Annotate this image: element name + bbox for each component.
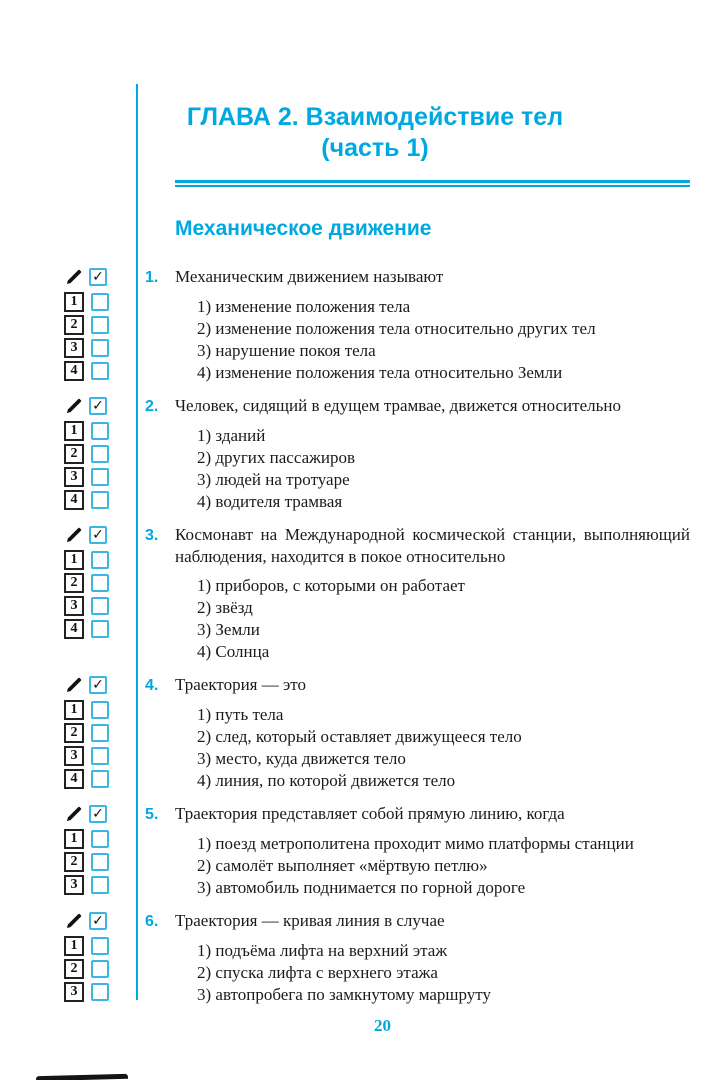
chapter-title-line1: ГЛАВА 2. Взаимодействие тел [186,103,564,131]
options-list [145,833,690,899]
choice-row [64,338,145,358]
choice-number-box: 1 [64,936,84,956]
choice-checkbox[interactable] [91,362,109,380]
choice-row [64,700,145,720]
options-list [145,296,690,384]
choice-number-box: 2 [64,723,84,743]
option-item: 2) спуска лифта с верхнего этажа [197,963,438,982]
choice-checkbox[interactable] [91,293,109,311]
choice-checkbox[interactable] [91,597,109,615]
choice-number-box: 4 [64,769,84,789]
question-number: 4. [145,677,159,694]
choice-number-box: 4 [64,490,84,510]
choice-number-box: 3 [64,875,84,895]
choice-number-box: 2 [64,852,84,872]
choice-checkbox[interactable] [91,468,109,486]
chapter-title-line2: (часть 1) [321,134,429,162]
page-number: 20 [374,1016,391,1035]
option-item: 1) приборов, с которыми он работает [197,576,465,595]
check-icon: ✓ [92,397,104,414]
choice-number-box: 1 [64,700,84,720]
completed-checkbox[interactable] [89,912,107,930]
choice-number-box: 3 [64,982,84,1002]
pencil-icon [64,525,85,544]
question-text: Траектория — кривая линия в случае [175,911,445,930]
question-line [145,803,690,826]
choice-row [64,852,145,872]
question-text: Механическим движением называют [175,267,444,286]
choice-rows [64,829,145,895]
option-item: 3) место, куда движется тело [197,749,406,768]
pencil-icon [64,911,85,930]
choice-row [64,292,145,312]
choice-checkbox[interactable] [91,316,109,334]
choice-checkbox[interactable] [91,960,109,978]
choice-checkbox[interactable] [91,770,109,788]
question-text: Траектория представляет собой прямую линию, когда [175,804,565,823]
question-content [145,395,714,513]
options-list [145,425,690,513]
question-line [145,910,690,933]
check-icon: ✓ [92,912,104,929]
choice-number-box: 4 [64,361,84,381]
option-item: 4) Солнца [197,642,270,661]
choice-row [64,619,145,639]
choice-rows [64,421,145,510]
margin-divider-line [136,84,138,1000]
choice-row [64,596,145,616]
question-text: Человек, сидящий в едущем трамвае, движется относительно [175,396,621,415]
check-icon: ✓ [92,805,104,822]
option-item: 1) путь тела [197,705,284,724]
completion-row [64,267,145,286]
option-item: 4) водителя трамвая [197,492,343,511]
choice-checkbox[interactable] [91,491,109,509]
double-rule [175,180,690,187]
choice-rows [64,700,145,789]
choice-checkbox[interactable] [91,876,109,894]
check-icon: ✓ [92,676,104,693]
question-block [0,910,714,1006]
options-list [145,704,690,792]
question-block [0,266,714,384]
option-item: 2) изменение положения тела относительно других тел [197,319,596,338]
choice-checkbox[interactable] [91,445,109,463]
option-item: 2) других пассажиров [197,448,356,467]
choice-number-box: 4 [64,619,84,639]
choice-row [64,982,145,1002]
question-content [145,910,714,1006]
choice-number-box: 1 [64,550,84,570]
section-title: Механическое движение [175,217,432,240]
option-item: 3) автомобиль поднимается по горной дороге [197,878,526,897]
choice-number-box: 2 [64,959,84,979]
completed-checkbox[interactable] [89,676,107,694]
choice-checkbox[interactable] [91,983,109,1001]
option-item: 1) зданий [197,426,266,445]
question-line [145,266,690,289]
choice-number-box: 1 [64,829,84,849]
choice-row [64,746,145,766]
question-text: Космонавт на Международной космической станции, выполняющий наблюдения, находится в покое относительно [175,525,690,566]
option-item: 1) подъёма лифта на верхний этаж [197,941,448,960]
choice-rows [64,936,145,1002]
completed-checkbox[interactable] [89,268,107,286]
option-item: 4) изменение положения тела относительно Земли [197,363,563,382]
choice-row [64,829,145,849]
choice-checkbox[interactable] [91,724,109,742]
choice-row [64,573,145,593]
pencil-icon [64,396,85,415]
choice-row [64,467,145,487]
answer-margin-widget [0,524,145,663]
check-icon: ✓ [92,526,104,543]
answer-margin-widget [0,803,145,899]
pencil-icon [64,267,85,286]
question-line [145,395,690,418]
option-item: 1) поезд метрополитена проходит мимо платформы станции [197,834,634,853]
question-block [0,524,714,663]
completion-row [64,396,145,415]
question-number: 2. [145,398,159,415]
choice-row [64,490,145,510]
option-item: 3) нарушение покоя тела [197,341,376,360]
question-line [145,674,690,697]
chapter-title [175,102,575,164]
options-list [145,940,690,1006]
choice-checkbox[interactable] [91,339,109,357]
choice-row [64,361,145,381]
choice-number-box: 2 [64,444,84,464]
answer-margin-widget [0,910,145,1006]
option-item: 2) самолёт выполняет «мёртвую петлю» [197,856,488,875]
check-icon: ✓ [92,268,104,285]
completed-checkbox[interactable] [89,805,107,823]
answer-margin-widget [0,395,145,513]
completion-row [64,675,145,694]
choice-row [64,444,145,464]
choice-rows [64,292,145,381]
choice-checkbox[interactable] [91,422,109,440]
question-text: Траектория — это [175,675,306,694]
completion-row [64,911,145,930]
choice-row [64,959,145,979]
question-number: 5. [145,806,159,823]
choice-row [64,315,145,335]
answer-margin-widget [0,266,145,384]
answer-margin-widget [0,674,145,792]
choice-number-box: 3 [64,746,84,766]
option-item: 3) Земли [197,620,260,639]
question-content [145,674,714,792]
question-content [145,266,714,384]
choice-checkbox[interactable] [91,620,109,638]
choice-row [64,936,145,956]
completed-checkbox[interactable] [89,526,107,544]
question-block [0,674,714,792]
choice-checkbox[interactable] [91,574,109,592]
question-content [145,803,714,899]
choice-number-box: 3 [64,467,84,487]
choice-number-box: 2 [64,573,84,593]
choice-row [64,875,145,895]
choice-number-box: 1 [64,421,84,441]
question-block [0,803,714,899]
choice-row [64,421,145,441]
option-item: 1) изменение положения тела [197,297,411,316]
option-item: 4) линия, по которой движется тело [197,771,456,790]
choice-number-box: 3 [64,596,84,616]
choice-row [64,723,145,743]
pencil-icon [64,675,85,694]
questions-list [0,266,714,1006]
choice-checkbox[interactable] [91,853,109,871]
question-content [145,524,714,663]
page-header [0,0,714,241]
option-item: 3) людей на тротуаре [197,470,350,489]
question-number: 1. [145,269,159,286]
choice-number-box: 2 [64,315,84,335]
completion-row [64,525,145,544]
choice-number-box: 1 [64,292,84,312]
options-list [145,575,690,663]
pencil-icon [64,804,85,823]
option-item: 3) автопробега по замкнутому маршруту [197,985,491,1004]
option-item: 2) след, который оставляет движущееся тело [197,727,522,746]
completed-checkbox[interactable] [89,397,107,415]
option-item: 2) звёзд [197,598,253,617]
question-number: 6. [145,913,159,930]
choice-row [64,769,145,789]
choice-number-box: 3 [64,338,84,358]
scan-artifact [36,1074,128,1080]
completion-row [64,804,145,823]
choice-checkbox[interactable] [91,551,109,569]
choice-row [64,550,145,570]
choice-checkbox[interactable] [91,747,109,765]
choice-checkbox[interactable] [91,701,109,719]
choice-rows [64,550,145,639]
question-line [145,524,690,568]
choice-checkbox[interactable] [91,937,109,955]
question-block [0,395,714,513]
choice-checkbox[interactable] [91,830,109,848]
question-number: 3. [145,527,159,544]
